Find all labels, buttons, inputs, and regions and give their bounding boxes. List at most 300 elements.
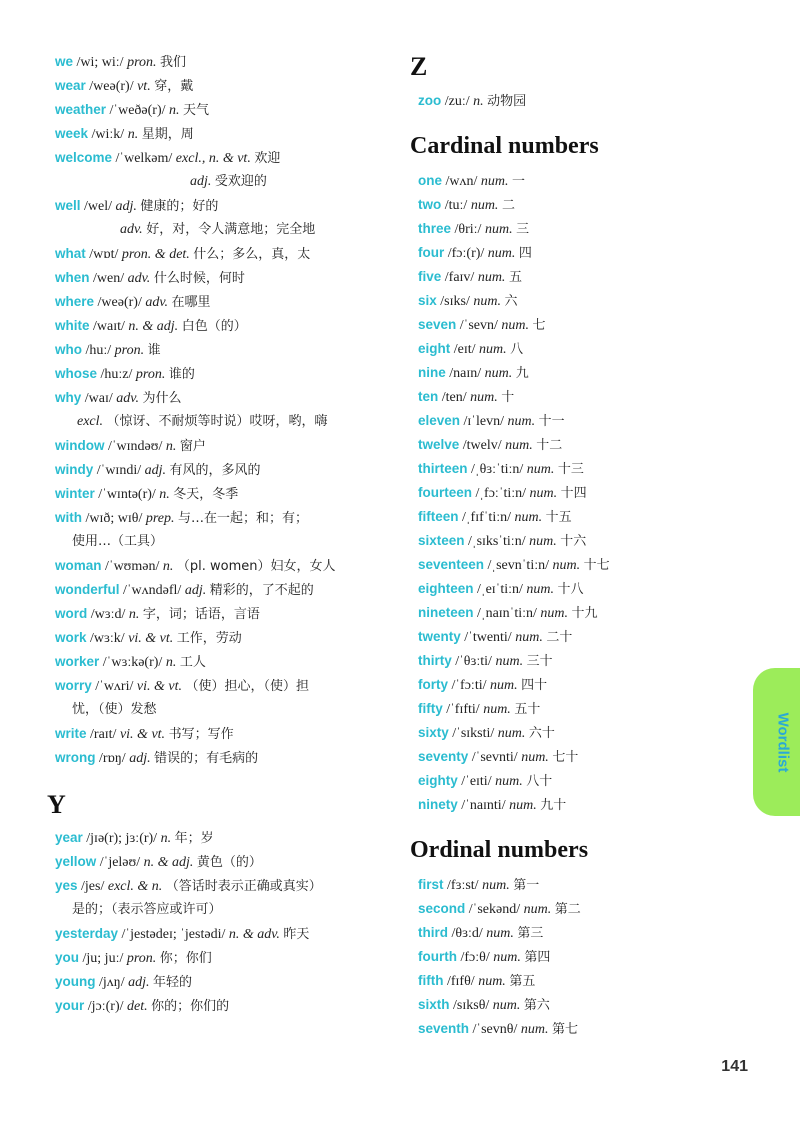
part-of-speech: num. <box>470 198 499 213</box>
headword: yes <box>55 878 78 893</box>
word-entry <box>418 948 550 967</box>
definition: 你；你们 <box>159 951 212 966</box>
definition: 十七 <box>583 558 610 573</box>
part-of-speech: n. <box>169 103 180 118</box>
part-of-speech: excl. <box>77 414 104 429</box>
definition: 欢迎 <box>254 151 281 166</box>
phonetic: /ˈwelkəm/ <box>115 151 173 166</box>
definition: 二 <box>501 198 515 213</box>
definition: 我们 <box>160 55 187 70</box>
cardinal-numbers-title: Cardinal numbers <box>410 133 599 159</box>
part-of-speech: pron. <box>126 951 157 966</box>
definition: 第五 <box>509 974 536 989</box>
word-entry <box>418 772 552 791</box>
phonetic: /tuː/ <box>444 198 468 213</box>
headword: when <box>55 270 90 285</box>
word-entry <box>418 484 587 503</box>
word-entry <box>418 532 586 551</box>
phonetic: /sɪks/ <box>440 294 470 309</box>
part-of-speech: num. <box>514 510 543 525</box>
headword: write <box>55 726 87 741</box>
word-entry <box>418 460 584 479</box>
word-entry <box>190 173 267 191</box>
part-of-speech: num. <box>484 366 513 381</box>
headword: fifth <box>418 973 444 988</box>
phonetic: /ˈwɪndəʊ/ <box>108 439 163 454</box>
phonetic: /ˌnaɪnˈtiːn/ <box>477 606 537 621</box>
definition: 十六 <box>560 534 587 549</box>
phonetic: /huːz/ <box>100 367 133 382</box>
word-entry <box>55 485 238 504</box>
headword: second <box>418 901 466 916</box>
part-of-speech: num. <box>492 998 521 1013</box>
headword: sixth <box>418 997 450 1012</box>
phonetic: /ˈsevnθ/ <box>472 1022 518 1037</box>
word-entry <box>55 293 211 312</box>
part-of-speech: pron. <box>127 55 157 70</box>
definition: 三十 <box>526 654 553 669</box>
part-of-speech: num. <box>493 950 521 965</box>
definition: 谁 <box>147 343 161 358</box>
word-entry <box>72 533 163 551</box>
headword: whose <box>55 366 98 381</box>
definition: 白色（的） <box>181 319 247 334</box>
word-entry <box>55 509 308 528</box>
phonetic: /wen/ <box>93 271 125 286</box>
letter-heading-y: Y <box>47 790 66 819</box>
definition: 健康的；好的 <box>140 199 219 214</box>
phonetic: /wɜːd/ <box>90 607 126 622</box>
part-of-speech: n. <box>160 831 172 846</box>
part-of-speech: n. <box>473 94 484 109</box>
definition: 谁的 <box>168 367 195 382</box>
word-entry <box>55 341 161 360</box>
phonetic: /ˈwʊmən/ <box>105 559 160 574</box>
part-of-speech: num. <box>521 750 549 765</box>
word-entry <box>55 461 261 480</box>
definition: 天气 <box>183 103 210 118</box>
phonetic: /faɪv/ <box>444 270 475 285</box>
word-entry <box>55 389 181 408</box>
phonetic: /ˈjeləʊ/ <box>99 855 141 870</box>
word-entry <box>418 292 518 311</box>
headword: eighty <box>418 773 458 788</box>
headword: fourth <box>418 949 457 964</box>
word-entry <box>418 92 526 111</box>
headword: yesterday <box>55 926 119 941</box>
word-entry <box>55 725 234 744</box>
definition: 穿，戴 <box>154 79 194 94</box>
word-entry <box>418 340 523 359</box>
definition: 十二 <box>536 438 563 453</box>
definition: 十四 <box>560 486 587 501</box>
part-of-speech: adj. <box>128 975 150 990</box>
definition: 有风的，多风的 <box>169 463 261 478</box>
part-of-speech: num. <box>509 798 537 813</box>
phonetic: /weə(r)/ <box>89 79 134 94</box>
phonetic: /ˈtwenti/ <box>464 630 512 645</box>
ordinal-numbers-title: Ordinal numbers <box>410 837 589 863</box>
part-of-speech: vt. <box>137 79 151 94</box>
part-of-speech: num. <box>501 318 530 333</box>
part-of-speech: n. <box>162 559 174 574</box>
headword: young <box>55 974 96 989</box>
word-entry <box>55 605 260 624</box>
part-of-speech: num. <box>495 774 523 789</box>
word-entry <box>418 996 550 1015</box>
word-entry <box>55 829 214 848</box>
headword: word <box>55 606 88 621</box>
definition: 第六 <box>523 998 550 1013</box>
definition: 是的；（表示答应或许可） <box>72 902 222 917</box>
phonetic: /ju; juː/ <box>82 951 124 966</box>
part-of-speech: num. <box>540 606 569 621</box>
headword: eleven <box>418 413 461 428</box>
headword: six <box>418 293 437 308</box>
word-entry <box>55 317 247 336</box>
definition: 你的；你们的 <box>151 999 230 1014</box>
phonetic: /ˌsevnˈtiːn/ <box>487 558 549 573</box>
definition: 精彩的，了不起的 <box>209 583 314 598</box>
phonetic: /ˈwɪntə(r)/ <box>98 487 156 502</box>
phonetic: /wiːk/ <box>91 127 125 142</box>
headword: we <box>55 54 74 69</box>
phonetic: /fɪfθ/ <box>446 974 475 989</box>
definition: 七十 <box>552 750 579 765</box>
definition: 冬天，冬季 <box>173 487 239 502</box>
phonetic: /ˈwɜːkə(r)/ <box>102 655 163 670</box>
headword: twelve <box>418 437 460 452</box>
part-of-speech: num. <box>495 654 524 669</box>
phonetic: /θriː/ <box>454 222 482 237</box>
part-of-speech: num. <box>473 294 501 309</box>
headword: winter <box>55 486 95 501</box>
word-entry <box>418 580 584 599</box>
headword: yellow <box>55 854 97 869</box>
word-entry <box>418 172 525 191</box>
phonetic: /weə(r)/ <box>97 295 142 310</box>
part-of-speech: adv. <box>116 391 139 406</box>
definition: 一 <box>512 174 526 189</box>
phonetic: /ˈweðə(r)/ <box>109 103 166 118</box>
part-of-speech: num. <box>479 342 507 357</box>
phonetic: /ˈwʌri/ <box>95 679 134 694</box>
word-entry <box>418 388 514 407</box>
part-of-speech: num. <box>526 462 555 477</box>
phonetic: /wɪð; wɪθ/ <box>85 511 143 526</box>
word-entry <box>55 677 309 696</box>
word-entry <box>55 197 218 216</box>
definition: （答话时表示正确或真实） <box>165 879 322 894</box>
headword: windy <box>55 462 94 477</box>
word-entry <box>418 268 522 287</box>
definition: 与…在一起；和；有； <box>178 511 309 526</box>
definition: 在哪里 <box>171 295 211 310</box>
definition: 十九 <box>571 606 598 621</box>
phonetic: /fɔːθ/ <box>460 950 490 965</box>
part-of-speech: num. <box>515 630 543 645</box>
headword: your <box>55 998 85 1013</box>
part-of-speech: num. <box>497 726 526 741</box>
definition: 四 <box>518 246 532 261</box>
word-entry <box>418 436 562 455</box>
definition: 昨天 <box>283 927 310 942</box>
word-entry <box>55 365 195 384</box>
part-of-speech: num. <box>480 174 509 189</box>
phonetic: /ˈsekənd/ <box>468 902 521 917</box>
definition: 什么时候，何时 <box>153 271 245 286</box>
definition: 工作，劳动 <box>176 631 242 646</box>
part-of-speech: num. <box>477 270 506 285</box>
part-of-speech: n. <box>127 127 139 142</box>
definition: 窗户 <box>179 439 206 454</box>
definition: 六 <box>504 294 518 309</box>
definition: 五 <box>508 270 522 285</box>
definition: 四十 <box>521 678 548 693</box>
part-of-speech: num. <box>529 486 558 501</box>
definition: 好，对，令人满意地；完全地 <box>146 222 316 237</box>
headword: well <box>55 198 81 213</box>
phonetic: /sɪksθ/ <box>453 998 490 1013</box>
part-of-speech: num. <box>529 534 557 549</box>
part-of-speech: adj. <box>115 199 137 214</box>
part-of-speech: adj. <box>144 463 166 478</box>
word-entry <box>418 796 566 815</box>
part-of-speech: num. <box>507 414 536 429</box>
phonetic: /ˌsɪksˈtiːn/ <box>468 534 526 549</box>
headword: nineteen <box>418 605 474 620</box>
definition: 十一 <box>538 414 565 429</box>
headword: you <box>55 950 80 965</box>
word-entry <box>418 972 535 991</box>
phonetic: /fɜːst/ <box>447 878 479 893</box>
definition: 年；岁 <box>174 831 214 846</box>
phonetic: /wɒt/ <box>89 247 119 262</box>
headword: year <box>55 830 83 845</box>
phonetic: /twelv/ <box>462 438 502 453</box>
definition: 第二 <box>554 902 581 917</box>
definition: 忧，（使）发愁 <box>72 702 157 717</box>
headword: why <box>55 390 82 405</box>
headword: sixty <box>418 725 449 740</box>
headword: four <box>418 245 445 260</box>
part-of-speech: num. <box>505 438 533 453</box>
part-of-speech: pron. <box>114 343 145 358</box>
phonetic: /wel/ <box>84 199 113 214</box>
definition: 黄色（的） <box>196 855 262 870</box>
phonetic: /ˈnaɪnti/ <box>461 798 506 813</box>
phonetic: /ˈsevn/ <box>459 318 498 333</box>
part-of-speech: n. <box>128 607 140 622</box>
headword: work <box>55 630 87 645</box>
part-of-speech: n. <box>165 655 177 670</box>
definition: 九十 <box>540 798 567 813</box>
phonetic: /naɪn/ <box>449 366 482 381</box>
part-of-speech: adj. <box>190 174 212 189</box>
part-of-speech: num. <box>486 926 514 941</box>
word-entry <box>55 877 322 896</box>
part-of-speech: adj. <box>129 751 151 766</box>
part-of-speech: num. <box>487 246 516 261</box>
part-of-speech: vi. & vt. <box>136 679 182 694</box>
part-of-speech: excl., n. & vt. <box>175 151 251 166</box>
phonetic: /ˌθɜːˈtiːn/ <box>471 462 524 477</box>
word-entry <box>55 749 258 768</box>
phonetic: /ˈwɪndi/ <box>96 463 142 478</box>
phonetic: /jʌŋ/ <box>99 975 125 990</box>
word-entry <box>55 149 280 168</box>
part-of-speech: pron. & det. <box>121 247 190 262</box>
phonetic: /ˈsevnti/ <box>471 750 518 765</box>
headword: three <box>418 221 452 236</box>
definition: 错误的；有毛病的 <box>154 751 259 766</box>
phonetic: /wi; wiː/ <box>76 55 124 70</box>
word-entry <box>55 853 262 872</box>
headword: fourteen <box>418 485 472 500</box>
word-entry <box>77 413 328 431</box>
headword: with <box>55 510 82 525</box>
wordlist-side-tab[interactable] <box>753 668 800 816</box>
word-entry <box>55 269 245 288</box>
part-of-speech: adj. <box>184 583 207 598</box>
word-entry <box>418 924 543 943</box>
phonetic: /zuː/ <box>444 94 470 109</box>
part-of-speech: num. <box>552 558 581 573</box>
definition: 十五 <box>545 510 572 525</box>
word-entry <box>55 125 194 144</box>
definition: 动物园 <box>487 94 527 109</box>
part-of-speech: num. <box>483 702 511 717</box>
word-entry <box>418 244 532 263</box>
word-entry <box>55 101 209 120</box>
word-entry <box>55 437 206 456</box>
definition: （惊讶、不耐烦等时说）哎呀，哟，嗨 <box>106 414 328 429</box>
definition: 为什么 <box>142 391 182 406</box>
word-entry <box>418 364 529 383</box>
word-entry <box>55 53 186 72</box>
definition: 年轻的 <box>152 975 192 990</box>
headword: week <box>55 126 89 141</box>
headword: who <box>55 342 82 357</box>
definition: 二十 <box>546 630 573 645</box>
part-of-speech: num. <box>523 902 552 917</box>
phonetic: /waɪ/ <box>84 391 113 406</box>
headword: forty <box>418 677 448 692</box>
word-entry <box>418 700 540 719</box>
headword: wonderful <box>55 582 120 597</box>
word-entry <box>55 949 212 968</box>
headword: eighteen <box>418 581 474 596</box>
definition: 什么；多么，真，太 <box>193 247 311 262</box>
phonetic: /jɔː(r)/ <box>87 999 124 1014</box>
word-entry <box>55 925 309 944</box>
part-of-speech: n. & adj. <box>128 319 179 334</box>
definition: 书写；写作 <box>168 727 234 742</box>
phonetic: /ˌfɔːˈtiːn/ <box>475 486 527 501</box>
headword: seven <box>418 317 457 332</box>
headword: seventy <box>418 749 469 764</box>
phonetic: /fɔː(r)/ <box>447 246 485 261</box>
headword: fifteen <box>418 509 459 524</box>
phonetic: /ˈfɪfti/ <box>446 702 480 717</box>
phonetic: /ten/ <box>441 390 467 405</box>
headword: zoo <box>418 93 442 108</box>
word-entry <box>55 557 335 576</box>
part-of-speech: num. <box>470 390 498 405</box>
phonetic: /ˌeɪˈtiːn/ <box>477 582 523 597</box>
definition: 工人 <box>179 655 206 670</box>
word-entry <box>72 901 222 919</box>
letter-heading-z: Z <box>410 52 428 81</box>
headword: first <box>418 877 444 892</box>
phonetic: /ˈθɜːti/ <box>455 654 492 669</box>
headword: welcome <box>55 150 113 165</box>
word-entry <box>418 604 598 623</box>
definition: 十 <box>501 390 515 405</box>
phonetic: /wʌn/ <box>445 174 478 189</box>
headword: five <box>418 269 442 284</box>
headword: one <box>418 173 443 188</box>
headword: what <box>55 246 86 261</box>
word-entry <box>418 628 572 647</box>
phonetic: /waɪt/ <box>93 319 125 334</box>
phonetic: /eɪt/ <box>453 342 476 357</box>
headword: wear <box>55 78 86 93</box>
part-of-speech: det. <box>127 999 148 1014</box>
definition: 九 <box>515 366 529 381</box>
word-entry <box>418 316 546 335</box>
definition: 十三 <box>557 462 584 477</box>
page-number: 141 <box>721 1058 748 1075</box>
definition: 七 <box>532 318 546 333</box>
definition: （pl. women）妇女，女人 <box>176 559 336 574</box>
headword: weather <box>55 102 107 117</box>
definition: 三 <box>516 222 530 237</box>
definition: 使用…（工具） <box>72 534 164 549</box>
definition: 第四 <box>524 950 551 965</box>
part-of-speech: vi. & vt. <box>119 727 166 742</box>
headword: two <box>418 197 442 212</box>
headword: white <box>55 318 90 333</box>
side-tab-label: Wordlist <box>774 712 792 772</box>
phonetic: /ˈfɔːti/ <box>451 678 487 693</box>
phonetic: /ˌfɪfˈtiːn/ <box>462 510 511 525</box>
phonetic: /θɜːd/ <box>451 926 483 941</box>
word-entry <box>55 653 206 672</box>
phonetic: /huː/ <box>85 343 112 358</box>
word-entry <box>418 652 553 671</box>
headword: window <box>55 438 105 453</box>
phonetic: /jes/ <box>81 879 105 894</box>
word-entry <box>418 748 578 767</box>
word-entry <box>55 973 192 992</box>
word-entry <box>55 997 229 1016</box>
headword: ten <box>418 389 439 404</box>
phonetic: /ɪˈlevn/ <box>463 414 504 429</box>
headword: fifty <box>418 701 443 716</box>
word-entry <box>418 900 581 919</box>
headword: worker <box>55 654 100 669</box>
part-of-speech: n. & adv. <box>228 927 280 942</box>
part-of-speech: num. <box>478 974 506 989</box>
phonetic: /ˈeɪti/ <box>461 774 492 789</box>
word-entry <box>418 220 529 239</box>
part-of-speech: num. <box>484 222 513 237</box>
definition: 十八 <box>557 582 584 597</box>
phonetic: /ˈjestədeɪ; ˈjestədi/ <box>121 927 226 942</box>
phonetic: /ˈwʌndəfl/ <box>123 583 182 598</box>
headword: seventeen <box>418 557 485 572</box>
